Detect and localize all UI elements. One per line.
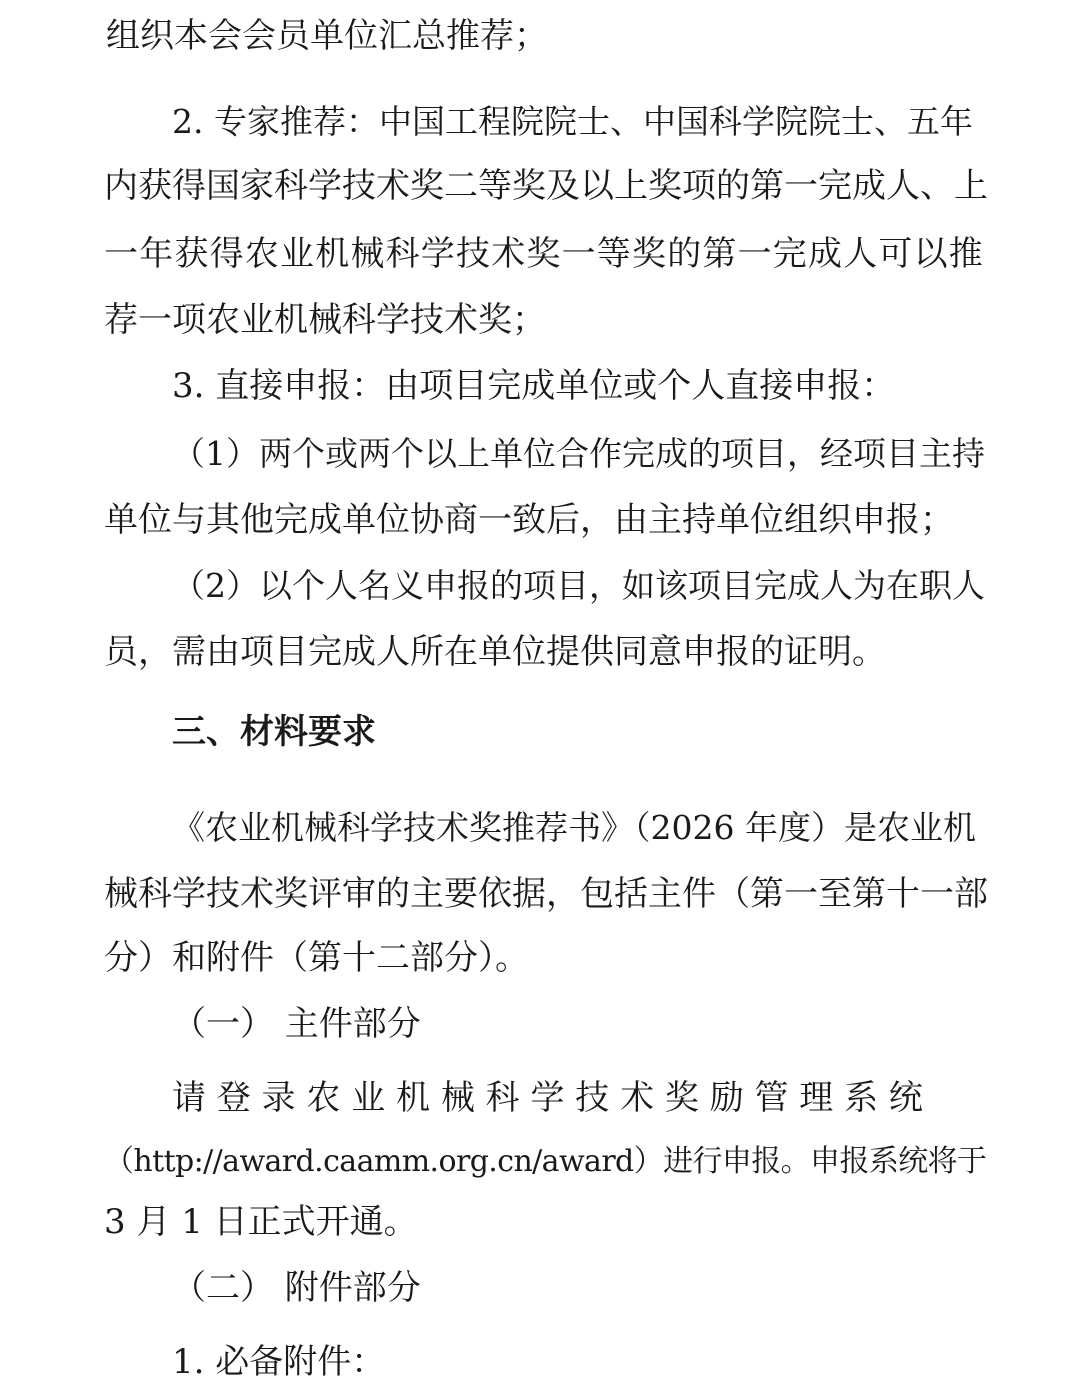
paragraph-line: 请 登 录 农 业 机 械 科 学 技 术 奖 励 管 理 系 统 <box>172 1078 923 1118</box>
subsection-heading: （一） 主件部分 <box>172 1004 421 1044</box>
paragraph-line: 分）和附件（第十二部分）。 <box>104 938 529 978</box>
subsection-heading: （二） 附件部分 <box>172 1268 421 1308</box>
paragraph-line: 3. 直接申报：由项目完成单位或个人直接申报： <box>172 366 896 406</box>
paragraph-line: 员，需由项目完成人所在单位提供同意申报的证明。 <box>104 632 886 672</box>
paragraph-line: 一年获得农业机械科学技术奖一等奖的第一完成人可以推 <box>104 234 984 274</box>
paragraph-line: （http://award.caamm.org.cn/award）进行申报。申报系统将于 <box>104 1144 987 1179</box>
paragraph-line: 械科学技术奖评审的主要依据，包括主件（第一至第十一部 <box>104 874 988 914</box>
paragraph-line: 1. 必备附件： <box>172 1342 386 1382</box>
paragraph-line: 2. 专家推荐：中国工程院院士、中国科学院院士、五年 <box>172 102 973 141</box>
paragraph-line: 《农业机械科学技术奖推荐书》（2026 年度）是农业机 <box>172 808 976 847</box>
paragraph-line: 组织本会会员单位汇总推荐； <box>106 16 548 56</box>
paragraph-line: （1）两个或两个以上单位合作完成的项目，经项目主持 <box>172 434 985 473</box>
paragraph-line: 内获得国家科学技术奖二等奖及以上奖项的第一完成人、上 <box>104 166 988 206</box>
paragraph-line: （2）以个人名义申报的项目，如该项目完成人为在职人 <box>172 566 985 605</box>
paragraph-line: 单位与其他完成单位协商一致后，由主持单位组织申报； <box>104 500 954 540</box>
paragraph-line: 荐一项农业机械科学技术奖； <box>104 300 546 340</box>
section-heading: 三、材料要求 <box>172 712 376 752</box>
paragraph-line: 3 月 1 日正式开通。 <box>104 1202 418 1242</box>
